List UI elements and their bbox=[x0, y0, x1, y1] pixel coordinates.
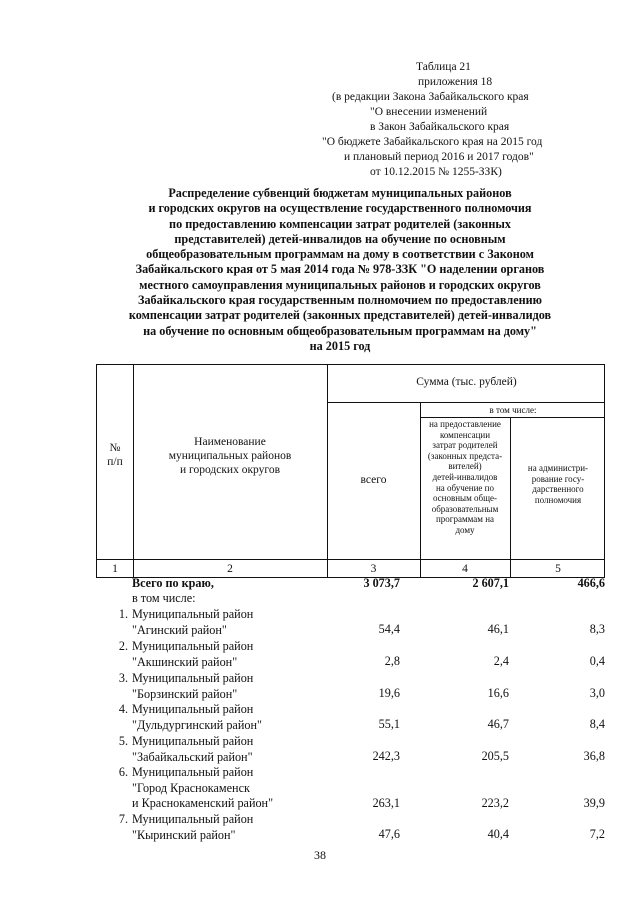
header-line: от 10.12.2015 № 1255-ЗЗК) bbox=[370, 166, 502, 178]
title-line: представителей) детей-инвалидов на обучение по основным bbox=[174, 231, 506, 246]
col-number: 4 bbox=[462, 563, 468, 575]
header-text: дарственного bbox=[532, 484, 584, 495]
row-admin: 7,2 bbox=[589, 827, 605, 841]
header-text: основным обще- bbox=[432, 493, 498, 504]
row-number: 1. bbox=[118, 607, 128, 621]
row-number: 3. bbox=[118, 671, 128, 685]
grid-line bbox=[327, 365, 328, 577]
col-num-label: п/п bbox=[107, 456, 123, 468]
row-total: 47,6 bbox=[378, 827, 400, 841]
row-name-line: Муниципальный район bbox=[132, 702, 254, 716]
row-compensation: 2 607,1 bbox=[472, 576, 509, 590]
title-line: на обучение по основным общеобразовательным программам на дому" bbox=[143, 323, 537, 338]
header-text: рование госу- bbox=[531, 473, 585, 484]
row-name-line: "Дульдургинский район" bbox=[132, 717, 262, 732]
title-line: компенсации затрат родителей (законных представителей) детей-инвалидов bbox=[128, 308, 552, 323]
row-admin: 8,4 bbox=[589, 717, 605, 731]
row-name-line: Муниципальный район bbox=[132, 671, 254, 685]
header-text: вителей) bbox=[448, 461, 482, 472]
row-name-line: и Краснокаменский район" bbox=[132, 796, 274, 810]
row-name-line: "Забайкальский район" bbox=[132, 749, 253, 764]
grid-line bbox=[97, 559, 604, 560]
row-admin: 466,6 bbox=[577, 576, 605, 590]
title-line: и городских округов на осуществление государственного полномочия bbox=[148, 201, 532, 216]
header-line: "О бюджете Забайкальского края на 2015 год bbox=[322, 136, 543, 148]
row-admin: 0,4 bbox=[589, 654, 605, 668]
header-text: на обучение по bbox=[435, 482, 494, 493]
col-admin-header bbox=[510, 463, 606, 505]
header-text: образовательным bbox=[431, 503, 499, 514]
row-name bbox=[132, 671, 332, 702]
row-admin: 39,9 bbox=[583, 796, 605, 810]
row-name bbox=[132, 639, 332, 670]
col-total-header: всего bbox=[360, 474, 387, 486]
row-name bbox=[132, 576, 332, 592]
row-name bbox=[132, 607, 332, 638]
document-title bbox=[70, 186, 610, 354]
row-name bbox=[132, 591, 332, 607]
row-name-line: в том числе: bbox=[132, 591, 196, 605]
row-number: 2. bbox=[118, 639, 128, 653]
row-name-line: "Город Краснокаменск bbox=[132, 780, 250, 795]
row-total: 263,1 bbox=[372, 796, 400, 810]
row-name-line: "Акшинский район" bbox=[132, 654, 238, 669]
title-line: местного самоуправления муниципальных районов и городских округов bbox=[139, 277, 541, 292]
sum-header: Сумма (тыс. рублей) bbox=[416, 376, 517, 388]
header-line: "О внесении изменений bbox=[370, 106, 488, 118]
col-num-header bbox=[97, 441, 133, 469]
row-admin: 8,3 bbox=[589, 622, 605, 636]
col-number: 5 bbox=[555, 563, 561, 575]
header-text: детей-инвалидов bbox=[432, 471, 498, 482]
row-name-line: "Агинский район" bbox=[132, 622, 227, 637]
document-header bbox=[318, 60, 618, 180]
row-total: 19,6 bbox=[378, 686, 400, 700]
row-number: 6. bbox=[118, 765, 128, 779]
header-line: и плановый период 2016 и 2017 годов" bbox=[344, 151, 534, 163]
row-number: 4. bbox=[118, 702, 128, 716]
row-name-line: Муниципальный район bbox=[132, 639, 254, 653]
row-name-line: Муниципальный район bbox=[132, 607, 254, 621]
header-line: приложения 18 bbox=[418, 76, 493, 88]
header-text: на предоставление bbox=[429, 419, 501, 429]
row-compensation: 46,7 bbox=[487, 717, 509, 731]
row-name bbox=[132, 734, 332, 765]
col-name-label: и городских округов bbox=[180, 464, 280, 476]
row-compensation: 40,4 bbox=[487, 827, 509, 841]
col-compensation-header bbox=[420, 419, 510, 536]
row-name-line: Всего по краю, bbox=[132, 576, 214, 590]
col-name-label: Наименование bbox=[194, 436, 266, 448]
row-name-line: "Кыринский район" bbox=[132, 827, 236, 842]
title-line: общеобразовательным программам на дому в соответствии с Законом bbox=[146, 247, 534, 262]
row-compensation: 205,5 bbox=[481, 749, 509, 763]
in-that-label: в том числе: bbox=[489, 405, 537, 415]
title-line: на 2015 год bbox=[309, 338, 371, 353]
grid-line bbox=[327, 402, 604, 403]
row-total: 3 073,7 bbox=[363, 576, 400, 590]
header-text: полномочия bbox=[534, 494, 582, 505]
row-number: 5. bbox=[118, 734, 128, 748]
header-text: компенсации bbox=[439, 429, 491, 440]
title-line: Забайкальского края государственным полномочием по предоставлению bbox=[138, 293, 542, 308]
col-name-label: муниципальных районов bbox=[168, 450, 292, 462]
row-name-line: "Борзинский район" bbox=[132, 686, 238, 701]
row-total: 54,4 bbox=[378, 622, 400, 636]
title-line: по предоставлению компенсации затрат родителей (законных bbox=[169, 216, 511, 231]
table-header bbox=[96, 364, 605, 578]
row-compensation: 46,1 bbox=[487, 622, 509, 636]
title-line: Забайкальского края от 5 мая 2014 года № 978-ЗЗК "О наделении органов bbox=[135, 262, 545, 277]
title-line: Распределение субвенций бюджетам муниципальных районов bbox=[168, 186, 512, 200]
row-name-line: Муниципальный район bbox=[132, 765, 254, 779]
row-compensation: 223,2 bbox=[481, 796, 509, 810]
header-line: (в редакции Закона Забайкальского края bbox=[332, 91, 529, 103]
row-total: 2,8 bbox=[384, 654, 400, 668]
header-line: Таблица 21 bbox=[416, 61, 471, 73]
col-number: 2 bbox=[227, 563, 233, 575]
row-name-line: Муниципальный район bbox=[132, 812, 254, 826]
row-name-line: Муниципальный район bbox=[132, 734, 254, 748]
row-name bbox=[132, 765, 332, 812]
row-compensation: 2,4 bbox=[493, 654, 509, 668]
row-admin: 36,8 bbox=[583, 749, 605, 763]
header-text: на администри- bbox=[527, 463, 589, 473]
row-name bbox=[132, 702, 332, 733]
row-admin: 3,0 bbox=[589, 686, 605, 700]
grid-line bbox=[420, 417, 604, 418]
row-compensation: 16,6 bbox=[487, 686, 509, 700]
row-name bbox=[132, 812, 332, 843]
row-total: 55,1 bbox=[378, 717, 400, 731]
header-text: затрат родителей bbox=[432, 440, 498, 451]
header-text: дому bbox=[455, 524, 475, 535]
col-name-header bbox=[133, 435, 327, 477]
page-number: 38 bbox=[314, 848, 326, 862]
col-num-label: № bbox=[109, 442, 121, 454]
col-number: 1 bbox=[112, 563, 118, 575]
col-number: 3 bbox=[370, 563, 377, 575]
header-line: в Закон Забайкальского края bbox=[370, 121, 510, 133]
header-text: программам на bbox=[435, 514, 495, 525]
header-text: (законных предста- bbox=[427, 450, 503, 461]
row-total: 242,3 bbox=[372, 749, 400, 763]
row-number: 7. bbox=[118, 812, 128, 826]
